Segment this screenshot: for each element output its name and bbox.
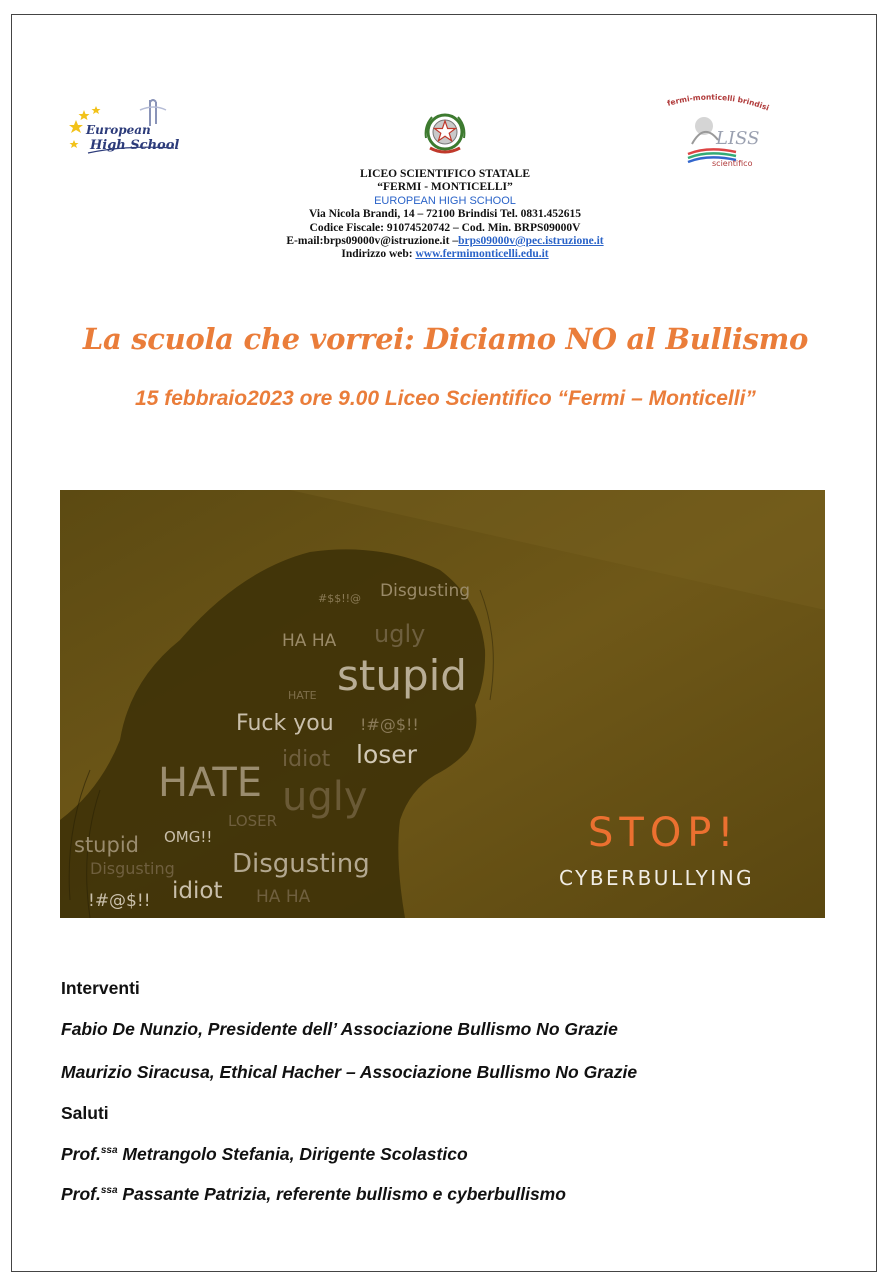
school-info-line: Codice Fiscale: 91074520742 – Cod. Min. BRPS09000V — [309, 221, 581, 234]
school-info-line: “FERMI - MONTICELLI” — [377, 181, 513, 194]
banner-word: HATE — [288, 689, 317, 702]
fermi-monticelli-logo — [664, 92, 784, 188]
event-title: La scuola che vorrei: Diciamo NO al Bullismo — [82, 322, 809, 356]
banner-word: LOSER — [228, 812, 278, 830]
school-pec-link[interactable]: brps09000v@pec.istruzione.it — [458, 235, 604, 248]
banner-stop: STOP! — [588, 810, 740, 856]
banner-word: Disgusting — [232, 849, 370, 879]
logo-right-arc-text: fermi-monticelli brindisi — [666, 92, 771, 113]
speaker-1: Fabio De Nunzio, Presidente dell’ Associazione Bullismo No Grazie — [61, 1019, 618, 1039]
greeting-2-sup: ssa — [100, 1185, 118, 1196]
greeting-2-prefix: Prof. — [61, 1184, 101, 1204]
stop-cyberbullying-banner — [60, 490, 825, 918]
banner-word: !#@$!! — [88, 891, 151, 911]
school-info-line: Via Nicola Brandi, 14 – 72100 Brindisi Tel. 0831.452615 — [308, 208, 582, 221]
school-email-line — [250, 235, 640, 248]
banner-word: idiot — [172, 878, 223, 904]
banner-word: !#@$!! — [360, 715, 419, 734]
greeting-2 — [61, 1184, 566, 1205]
school-info-line: LICEO SCIENTIFICO STATALE — [360, 168, 530, 180]
school-web-label: Indirizzo web: — [341, 248, 416, 261]
banner-word: stupid — [337, 651, 467, 700]
school-web-line — [250, 248, 640, 261]
banner-word: OMG!! — [164, 828, 213, 846]
greeting-1-prefix: Prof. — [61, 1144, 101, 1164]
banner-word: Disgusting — [90, 859, 175, 878]
banner-cyberbullying: CYBERBULLYING — [559, 866, 755, 890]
banner-word: idiot — [282, 747, 331, 772]
european-high-school-logo — [66, 96, 186, 160]
banner-word: HATE — [158, 760, 263, 806]
saluti-heading: Saluti — [61, 1103, 109, 1123]
event-subtitle: 15 febbraio2023 ore 9.00 Liceo Scientifico “Fermi – Monticelli” — [135, 387, 756, 410]
banner-word: #$$!!@ — [318, 592, 362, 605]
svg-text:fermi-monticelli brindisi — [666, 93, 770, 113]
banner-word: loser — [356, 740, 417, 769]
school-info-line: EUROPEAN HIGH SCHOOL — [374, 194, 516, 207]
logo-right-liss: LISS — [716, 128, 760, 149]
greeting-1-text: Metrangolo Stefania, Dirigente Scolastico — [117, 1144, 468, 1164]
banner-word: ugly — [282, 774, 368, 820]
banner-word: HA HA — [256, 887, 311, 907]
school-info-lines — [250, 168, 640, 235]
banner-word: stupid — [74, 833, 139, 857]
banner-word: Disgusting — [380, 581, 471, 601]
italian-republic-emblem-icon — [418, 108, 472, 158]
logo-left-line2: High School — [90, 138, 180, 153]
logo-left-line1: European — [86, 123, 151, 137]
greeting-1 — [61, 1144, 468, 1165]
banner-word: HA HA — [282, 631, 337, 651]
greeting-2-text: Passante Patrizia, referente bullismo e cyberbullismo — [117, 1184, 566, 1204]
interventi-heading: Interventi — [61, 978, 140, 998]
school-email: E-mail:brps09000v@istruzione.it – — [286, 235, 459, 248]
school-web-link[interactable]: www.fermimonticelli.edu.it — [415, 248, 549, 261]
banner-word: ugly — [374, 620, 426, 648]
speaker-2: Maurizio Siracusa, Ethical Hacher – Associazione Bullismo No Grazie — [61, 1062, 638, 1082]
greeting-1-sup: ssa — [100, 1145, 118, 1156]
school-info-block — [250, 168, 640, 262]
banner-word: Fuck you — [236, 711, 334, 736]
logo-right-sub: scientifico — [712, 159, 753, 168]
